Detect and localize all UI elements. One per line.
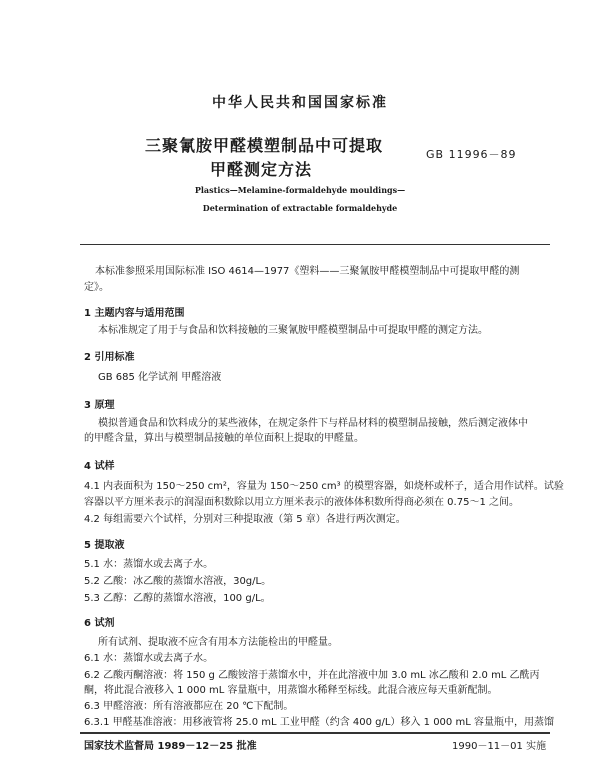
section-4-1-line-2: 容器以平方厘米表示的润湿面积数除以用立方厘米表示的液体体积数所得商必须在 0.75～1 之间。 (84, 497, 519, 508)
section-4-1-line-1: 4.1 内表面积为 150～250 cm²，容量为 150～250 cm³ 的模塑容器，如烧杯或杯子，适合用作试样。试验 (84, 481, 564, 492)
national-standard-heading: 中华人民共和国国家标准 (212, 95, 388, 111)
section-2-heading: 2 引用标准 (84, 352, 135, 363)
english-title-line-1: Plastics—Melamine-formaldehyde mouldings— (194, 185, 406, 195)
title-line-1: 三聚氰胺甲醛模塑制品中可提取 (145, 136, 384, 155)
section-2-text: GB 685 化学试剂 甲醛溶液 (98, 372, 222, 383)
footer-implemented: 1990－11－01 实施 (452, 741, 547, 752)
section-5-3: 5.3 乙醇：乙醇的蒸馏水溶液，100 g/L。 (84, 593, 271, 604)
section-6-2-line-2: 酮，将此混合液移入 1 000 mL 容量瓶中，用蒸馏水稀释至标线。此混合液应每天重新配制。 (84, 685, 498, 696)
section-4-2: 4.2 每组需要六个试样，分别对三种提取液（第 5 章）各进行两次测定。 (84, 514, 406, 525)
title-line-2: 甲醛测定方法 (210, 160, 313, 179)
section-5-1: 5.1 水：蒸馏水或去离子水。 (84, 559, 214, 570)
header-divider (80, 244, 550, 245)
section-6-text: 所有试剂、提取液不应含有用本方法能检出的甲醛量。 (98, 637, 338, 648)
footer-divider (80, 732, 550, 734)
section-6-1: 6.1 水：蒸馏水或去离子水。 (84, 653, 214, 664)
section-3-line-1: 模拟普通食品和饮料成分的某些液体，在规定条件下与样品材料的模塑制品接触，然后测定液体中 (98, 418, 528, 429)
section-3-line-2: 的甲醛含量，算出与模塑制品接触的单位面积上提取的甲醛量。 (84, 433, 364, 444)
section-1-heading: 1 主题内容与适用范围 (84, 308, 185, 319)
section-6-2-line-1: 6.2 乙酸丙酮溶液：将 150 g 乙酸铵溶于蒸馏水中，并在此溶液中加 3.0 mL 冰乙酸和 2.0 mL 乙酰丙 (84, 670, 540, 681)
standard-number: GB 11996－89 (426, 148, 517, 161)
intro-line-1: 本标准参照采用国际标准 ISO 4614—1977《塑料——三聚氰胺甲醛模塑制品中可提取甲醛的测 (95, 266, 520, 277)
section-3-heading: 3 原理 (84, 400, 115, 411)
section-1-text: 本标准规定了用于与食品和饮料接触的三聚氰胺甲醛模塑制品中可提取甲醛的测定方法。 (98, 325, 488, 336)
section-6-3-1: 6.3.1 甲醛基准溶液：用移液管将 25.0 mL 工业甲醛（约含 400 g/L）移入 1 000 mL 容量瓶中，用蒸馏 (84, 717, 554, 728)
section-6-heading: 6 试剂 (84, 618, 115, 629)
footer-approved: 国家技术监督局 1989－12－25 批准 (84, 741, 257, 752)
section-4-heading: 4 试样 (84, 461, 115, 472)
section-5-heading: 5 提取液 (84, 540, 125, 551)
intro-line-2: 定》。 (84, 282, 109, 293)
english-title-line-2: Determination of extractable formaldehyde (202, 203, 398, 213)
section-6-3: 6.3 甲醛溶液：所有溶液都应在 20 ℃下配制。 (84, 701, 294, 712)
section-5-2: 5.2 乙酸：冰乙酸的蒸馏水溶液，30g/L。 (84, 576, 272, 587)
